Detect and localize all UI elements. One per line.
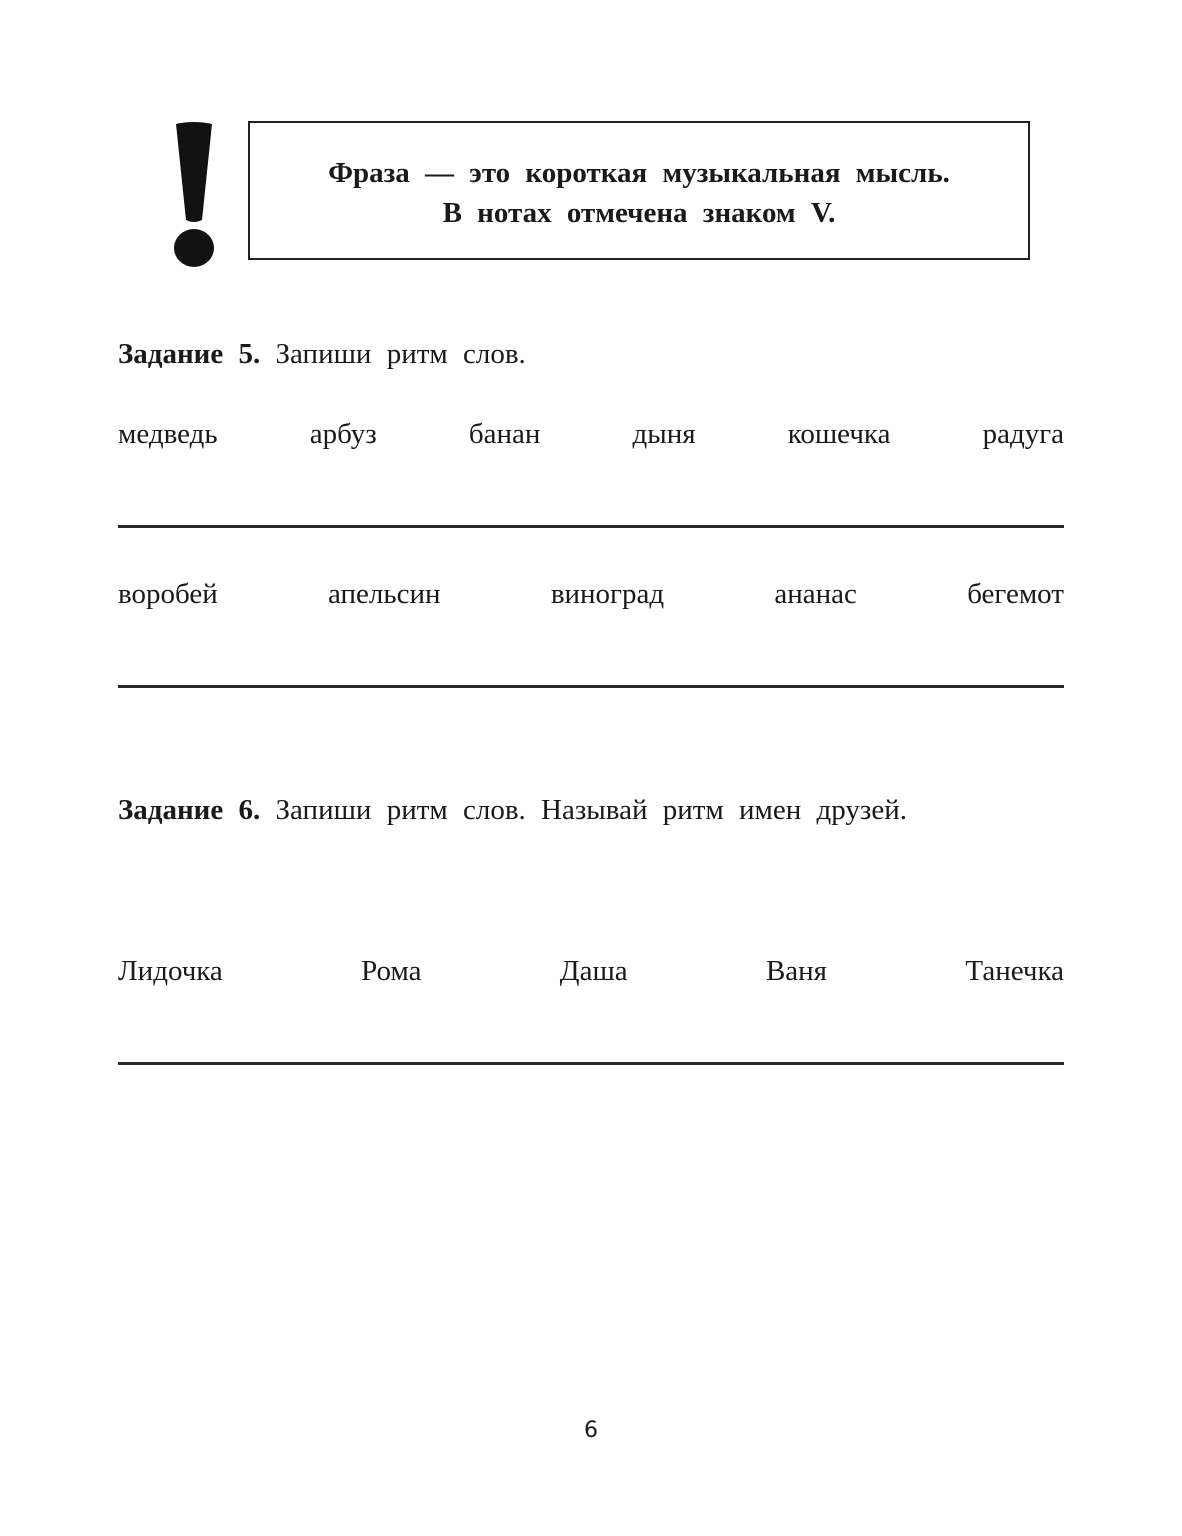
answer-line-1[interactable] xyxy=(118,525,1064,528)
word: ананас xyxy=(774,578,857,610)
task-5-text: Запиши ритм слов. xyxy=(275,338,526,370)
answer-line-3[interactable] xyxy=(118,1062,1064,1065)
task-5-heading xyxy=(118,338,526,371)
word: апельсин xyxy=(328,578,441,610)
name: Даша xyxy=(559,955,628,987)
answer-line-2[interactable] xyxy=(118,685,1064,688)
task-6-label: Задание 6. xyxy=(118,794,261,826)
word: медведь xyxy=(118,418,218,450)
word: бегемот xyxy=(967,578,1064,610)
word: дыня xyxy=(632,418,696,450)
word: кошечка xyxy=(787,418,891,450)
word: арбуз xyxy=(309,418,377,450)
name: Лидочка xyxy=(118,955,223,987)
word: виноград xyxy=(550,578,665,610)
name: Ваня xyxy=(765,955,828,987)
page-number: 6 xyxy=(584,1418,598,1443)
task-6-text: Запиши ритм слов. Называй ритм имен друзей. xyxy=(275,794,908,826)
word: радуга xyxy=(982,418,1064,450)
definition-line-2: В нотах отмечена знаком V. xyxy=(442,196,836,229)
task-5-words-row-2 xyxy=(118,578,1064,611)
name: Рома xyxy=(361,955,422,987)
name: Танечка xyxy=(965,955,1064,987)
task-6-heading xyxy=(118,794,907,827)
task-5-label: Задание 5. xyxy=(118,338,261,370)
task-5-words-row-1 xyxy=(118,418,1064,451)
word: банан xyxy=(468,418,541,450)
exclamation-icon xyxy=(172,120,216,268)
word: воробей xyxy=(118,578,218,610)
definition-box xyxy=(248,121,1030,260)
task-6-names-row xyxy=(118,955,1064,988)
definition-line-1: Фраза — это короткая музыкальная мысль. xyxy=(328,156,950,189)
